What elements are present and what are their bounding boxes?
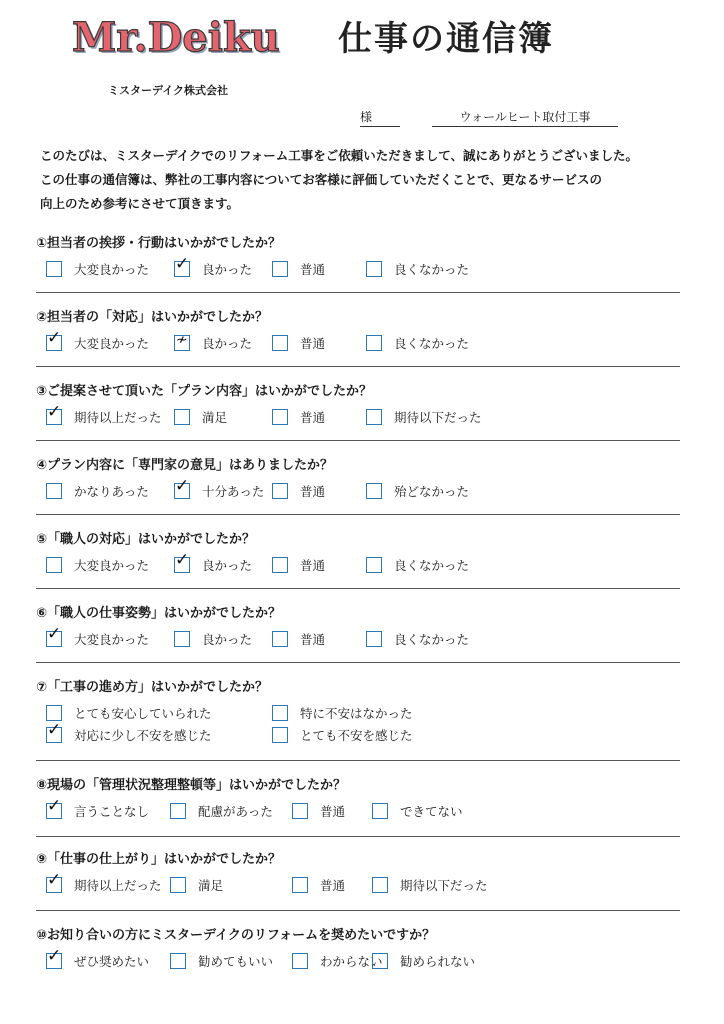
checkbox[interactable] (366, 409, 382, 425)
option-label: 期待以上だった (74, 410, 162, 425)
answer-option[interactable] (170, 952, 273, 970)
page-title: 仕事の通信簿 (338, 19, 554, 59)
option-label: 大変良かった (74, 262, 150, 277)
answer-option[interactable] (46, 260, 149, 278)
checkbox[interactable] (366, 631, 382, 647)
checkbox[interactable] (272, 557, 288, 573)
checkbox[interactable] (174, 550, 190, 573)
checkbox[interactable] (46, 402, 62, 425)
checkmark-icon: ✓ (47, 946, 62, 966)
checkbox[interactable] (170, 803, 186, 819)
answer-option[interactable] (366, 260, 469, 278)
intro-line: この仕事の通信簿は、弊社の工事内容についてお客様に評価していただくことで、更なるサービスの (40, 172, 603, 187)
option-label: 特に不安はなかった (300, 706, 413, 721)
answer-option[interactable] (174, 254, 253, 278)
checkbox[interactable] (46, 870, 62, 893)
option-label: 良かった (202, 336, 253, 351)
checkbox[interactable] (46, 720, 62, 743)
checkbox[interactable] (372, 953, 388, 969)
answer-option[interactable] (372, 802, 463, 820)
checkbox[interactable] (366, 557, 382, 573)
option-label: 満足 (202, 410, 228, 425)
question-title: ⑩お知り合いの方にミスターデイクのリフォームを奨めたいですか？ (36, 928, 436, 943)
checkmark-icon: ✓ (47, 720, 62, 740)
answer-option[interactable] (292, 952, 383, 970)
answer-option[interactable] (292, 876, 345, 894)
checkbox[interactable] (46, 261, 62, 277)
option-label: 普通 (320, 878, 346, 893)
option-label: 大変良かった (74, 558, 150, 573)
option-label: 大変良かった (74, 632, 150, 647)
answer-option[interactable] (174, 408, 227, 426)
checkmark-icon: ✓ (175, 550, 190, 570)
option-label: 勧められない (400, 954, 476, 969)
option-label: 良くなかった (394, 336, 470, 351)
answer-option[interactable] (46, 704, 212, 722)
checkbox[interactable] (174, 332, 190, 351)
checkbox[interactable] (272, 705, 288, 721)
question-title: ①担当者の挨拶・行動はいかがでしたか？ (36, 236, 282, 251)
answer-option[interactable] (272, 726, 413, 744)
answer-option[interactable] (174, 550, 253, 574)
answer-option[interactable] (272, 260, 325, 278)
option-label: 普通 (300, 558, 326, 573)
question-title: ⑨「仕事の仕上がり」はいかがでしたか？ (36, 852, 282, 867)
checkbox[interactable] (292, 803, 308, 819)
answer-option[interactable] (170, 802, 273, 820)
checkbox[interactable] (174, 476, 190, 499)
checkbox[interactable] (170, 953, 186, 969)
question-title: ②担当者の「対応」はいかがでしたか？ (36, 310, 269, 325)
answer-option[interactable] (272, 704, 413, 722)
checkbox[interactable] (46, 946, 62, 969)
section-divider (36, 440, 680, 441)
option-label: 良くなかった (394, 558, 470, 573)
company-name: ミスターデイク株式会社 (108, 84, 229, 97)
checkmark-icon: ✓ (47, 796, 62, 816)
answer-option[interactable] (174, 334, 252, 352)
answer-option[interactable] (46, 328, 150, 352)
section-divider (36, 514, 680, 515)
option-label: 対応に少し不安を感じた (74, 728, 212, 743)
answer-option[interactable] (366, 482, 469, 500)
answer-option[interactable] (272, 630, 325, 648)
scribble-mark-icon: ≁ (176, 332, 188, 348)
option-label: 良かった (202, 632, 253, 647)
option-label: 良かった (202, 262, 253, 277)
checkbox[interactable] (372, 803, 388, 819)
option-label: できてない (400, 804, 463, 819)
customer-name-field: 様 (360, 108, 400, 127)
question-title: ③ご提案させて頂いた「プラン内容」はいかがでしたか？ (36, 384, 373, 399)
option-label: 普通 (300, 336, 326, 351)
question-title: ⑤「職人の対応」はいかがでしたか？ (36, 532, 256, 547)
answer-option[interactable] (170, 876, 223, 894)
option-label: 配慮があった (198, 804, 273, 819)
answer-option[interactable] (46, 796, 150, 820)
checkbox[interactable] (46, 483, 62, 499)
option-label: 良くなかった (394, 262, 470, 277)
checkbox[interactable] (46, 624, 62, 647)
checkmark-icon: ✓ (175, 254, 190, 274)
answer-option[interactable] (174, 476, 265, 500)
question-title: ⑥「職人の仕事姿勢」はいかがでしたか？ (36, 606, 282, 621)
answer-option[interactable] (46, 402, 162, 426)
logo: Mr.Deiku (72, 14, 280, 61)
option-label: 言うことなし (74, 804, 150, 819)
section-divider (36, 910, 680, 911)
question-title: ⑧現場の「管理状況整理整頓等」はいかがでしたか？ (36, 778, 347, 793)
checkbox[interactable] (292, 877, 308, 893)
intro-line: このたびは、ミスターデイクでのリフォーム工事をご依頼いただきまして、誠にありがとうございました。 (40, 148, 639, 163)
option-label: 普通 (300, 410, 326, 425)
checkbox[interactable] (272, 335, 288, 351)
checkmark-icon: ✓ (47, 624, 62, 644)
option-label: とても不安を感じた (300, 728, 413, 743)
checkbox[interactable] (366, 483, 382, 499)
section-divider (36, 292, 680, 293)
option-label: 良くなかった (394, 632, 470, 647)
option-label: 期待以下だった (394, 410, 482, 425)
option-label: 期待以下だった (400, 878, 488, 893)
checkbox[interactable] (272, 483, 288, 499)
answer-option[interactable] (292, 802, 345, 820)
checkbox[interactable] (170, 877, 186, 893)
answer-option[interactable] (366, 630, 469, 648)
section-divider (36, 760, 680, 761)
work-name-field: ウォールヒート取付工事 (432, 108, 618, 127)
option-label: 普通 (320, 804, 346, 819)
question-title: ⑦「工事の進め方」はいかがでしたか？ (36, 680, 269, 695)
option-label: 普通 (300, 262, 326, 277)
answer-option[interactable] (372, 952, 475, 970)
option-label: 殆どなかった (394, 484, 470, 499)
option-label: とても安心していられた (74, 706, 212, 721)
option-label: 普通 (300, 632, 326, 647)
option-label: ぜひ奨めたい (74, 954, 150, 969)
answer-option[interactable] (46, 482, 149, 500)
option-label: 勧めてもいい (198, 954, 274, 969)
intro-text (40, 144, 680, 216)
checkbox[interactable] (366, 335, 382, 351)
checkbox[interactable] (272, 409, 288, 425)
answer-option[interactable] (366, 556, 469, 574)
answer-option[interactable] (46, 624, 150, 648)
question-title: ④プラン内容に「専門家の意見」はありましたか？ (36, 458, 334, 473)
checkbox[interactable] (292, 953, 308, 969)
section-divider (36, 836, 680, 837)
option-label: 満足 (198, 878, 224, 893)
checkbox[interactable] (46, 557, 62, 573)
option-label: 期待以上だった (74, 878, 162, 893)
answer-option[interactable] (272, 556, 325, 574)
checkbox[interactable] (366, 261, 382, 277)
option-label: かなりあった (74, 484, 149, 499)
intro-line: 向上のため参考にさせて頂きます。 (40, 196, 240, 211)
checkbox[interactable] (372, 877, 388, 893)
answer-option[interactable] (46, 870, 162, 894)
option-label: わからない (320, 954, 383, 969)
option-label: 大変良かった (74, 336, 150, 351)
checkbox[interactable] (272, 261, 288, 277)
checkbox[interactable] (174, 254, 190, 277)
answer-option[interactable] (366, 408, 482, 426)
checkmark-icon: ✓ (47, 402, 62, 422)
checkbox[interactable] (272, 631, 288, 647)
option-label: 良かった (202, 558, 253, 573)
checkbox[interactable] (272, 727, 288, 743)
answer-option[interactable] (46, 556, 149, 574)
answer-option[interactable] (366, 334, 469, 352)
answer-option[interactable] (272, 482, 325, 500)
checkbox[interactable] (174, 409, 190, 425)
checkbox[interactable] (174, 631, 190, 647)
answer-option[interactable] (46, 720, 212, 744)
section-divider (36, 662, 680, 663)
checkmark-icon: ✓ (175, 476, 190, 496)
checkbox[interactable] (46, 705, 62, 721)
checkmark-icon: ✓ (47, 870, 62, 890)
checkbox[interactable] (46, 796, 62, 819)
option-label: 十分あった (202, 484, 265, 499)
answer-option[interactable] (174, 630, 252, 648)
section-divider (36, 366, 680, 367)
answer-option[interactable] (272, 334, 325, 352)
checkbox[interactable] (46, 328, 62, 351)
answer-option[interactable] (46, 946, 150, 970)
checkmark-icon: ✓ (47, 328, 62, 348)
section-divider (36, 588, 680, 589)
answer-option[interactable] (372, 876, 488, 894)
answer-option[interactable] (272, 408, 325, 426)
option-label: 普通 (300, 484, 326, 499)
